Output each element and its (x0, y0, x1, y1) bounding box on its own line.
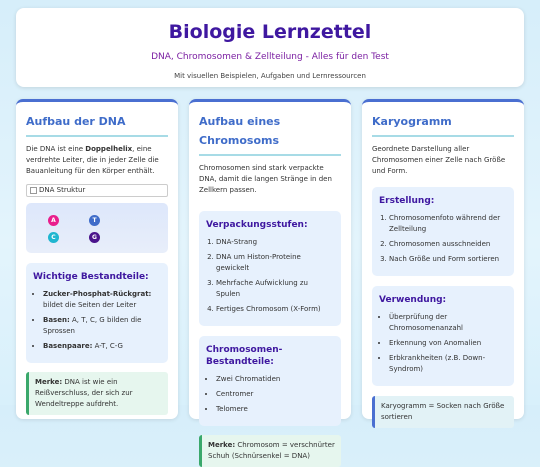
list-item: • Centromer (216, 389, 334, 400)
base-c: C (48, 232, 59, 243)
list-item: • Erkennung von Anomalien (389, 338, 507, 349)
steps-title: Erstellung: (379, 196, 435, 206)
packing-title: Verpackungsstufen: (206, 220, 308, 230)
base-t: T (89, 215, 100, 226)
card-intro: Die DNA ist eine Doppelhelix, eine verdrehte Leiter, die in jeder Zelle die Bauanleitung für den Körper enthält. (26, 145, 159, 175)
parts-box (199, 336, 341, 426)
card-dna-structure (16, 99, 178, 419)
page-subtitle: DNA, Chromosomen & Zellteilung - Alles für den Test (151, 52, 389, 62)
list-item: 1. DNA-Strang (216, 237, 334, 248)
list-item: 2. DNA um Histon-Proteine gewickelt (216, 252, 334, 274)
list-item: • Überprüfung der Chromosomenanzahl (389, 312, 507, 334)
card-karyogram (362, 99, 524, 419)
base-a: A (48, 215, 59, 226)
list-item: • Zwei Chromatiden (216, 374, 334, 385)
list-item: • Erbkrankheiten (z.B. Down-Syndrom) (389, 353, 507, 375)
uses-box (372, 286, 514, 386)
list-item: • Basenpaare: A-T, C-G (43, 341, 161, 352)
list-item: 1. Chromosomenfoto während der Zellteilung (389, 213, 507, 235)
card-title: Aufbau der DNA (26, 112, 168, 137)
card-intro: Geordnete Darstellung aller Chromosomen einer Zelle nach Größe und Form. (372, 145, 506, 175)
card-title: Aufbau eines Chromosoms (199, 112, 341, 156)
list-item: 4. Fertiges Chromosom (X-Form) (216, 304, 334, 315)
card-intro: Chromosomen sind stark verpackte DNA, damit die langen Stränge in den Zellkern passen. (199, 164, 332, 194)
list-item: • Basen: A, T, C, G bilden die Sprossen (43, 315, 161, 337)
page-title: Biologie Lernzettel (168, 21, 372, 43)
base-g: G (89, 232, 100, 243)
list-item: • Telomere (216, 404, 334, 415)
list-item: 3. Mehrfache Aufwicklung zu Spulen (216, 278, 334, 300)
page-header (16, 8, 524, 87)
base-pairs-diagram (26, 203, 168, 253)
remember-note: Merke: Chromosom = verschnürter Schuh (Schnürsenkel = DNA) (199, 435, 341, 467)
parts-title: Chromosomen-Bestandteile: (206, 345, 283, 367)
list-item: 3. Nach Größe und Form sortieren (389, 254, 507, 265)
components-box (26, 263, 168, 363)
steps-box (372, 187, 514, 276)
card-title: Karyogramm (372, 112, 514, 137)
remember-note: Karyogramm = Socken nach Größe sortieren (372, 396, 514, 428)
page-tagline: Mit visuellen Beispielen, Aufgaben und Lernressourcen (174, 72, 366, 80)
remember-note: Merke: DNA ist wie ein Reißverschluss, der sich zur Wendeltreppe aufdreht. (26, 372, 168, 415)
broken-image-icon (30, 187, 37, 194)
components-title: Wichtige Bestandteile: (33, 272, 149, 282)
list-item: 2. Chromosomen ausschneiden (389, 239, 507, 250)
image-alt-text: DNA Struktur (39, 186, 86, 194)
dna-image-placeholder (26, 184, 168, 197)
list-item: • Zucker-Phosphat-Rückgrat: bildet die Seiten der Leiter (43, 289, 161, 311)
packing-box (199, 211, 341, 326)
card-chromosome-structure (189, 99, 351, 460)
uses-title: Verwendung: (379, 295, 447, 305)
